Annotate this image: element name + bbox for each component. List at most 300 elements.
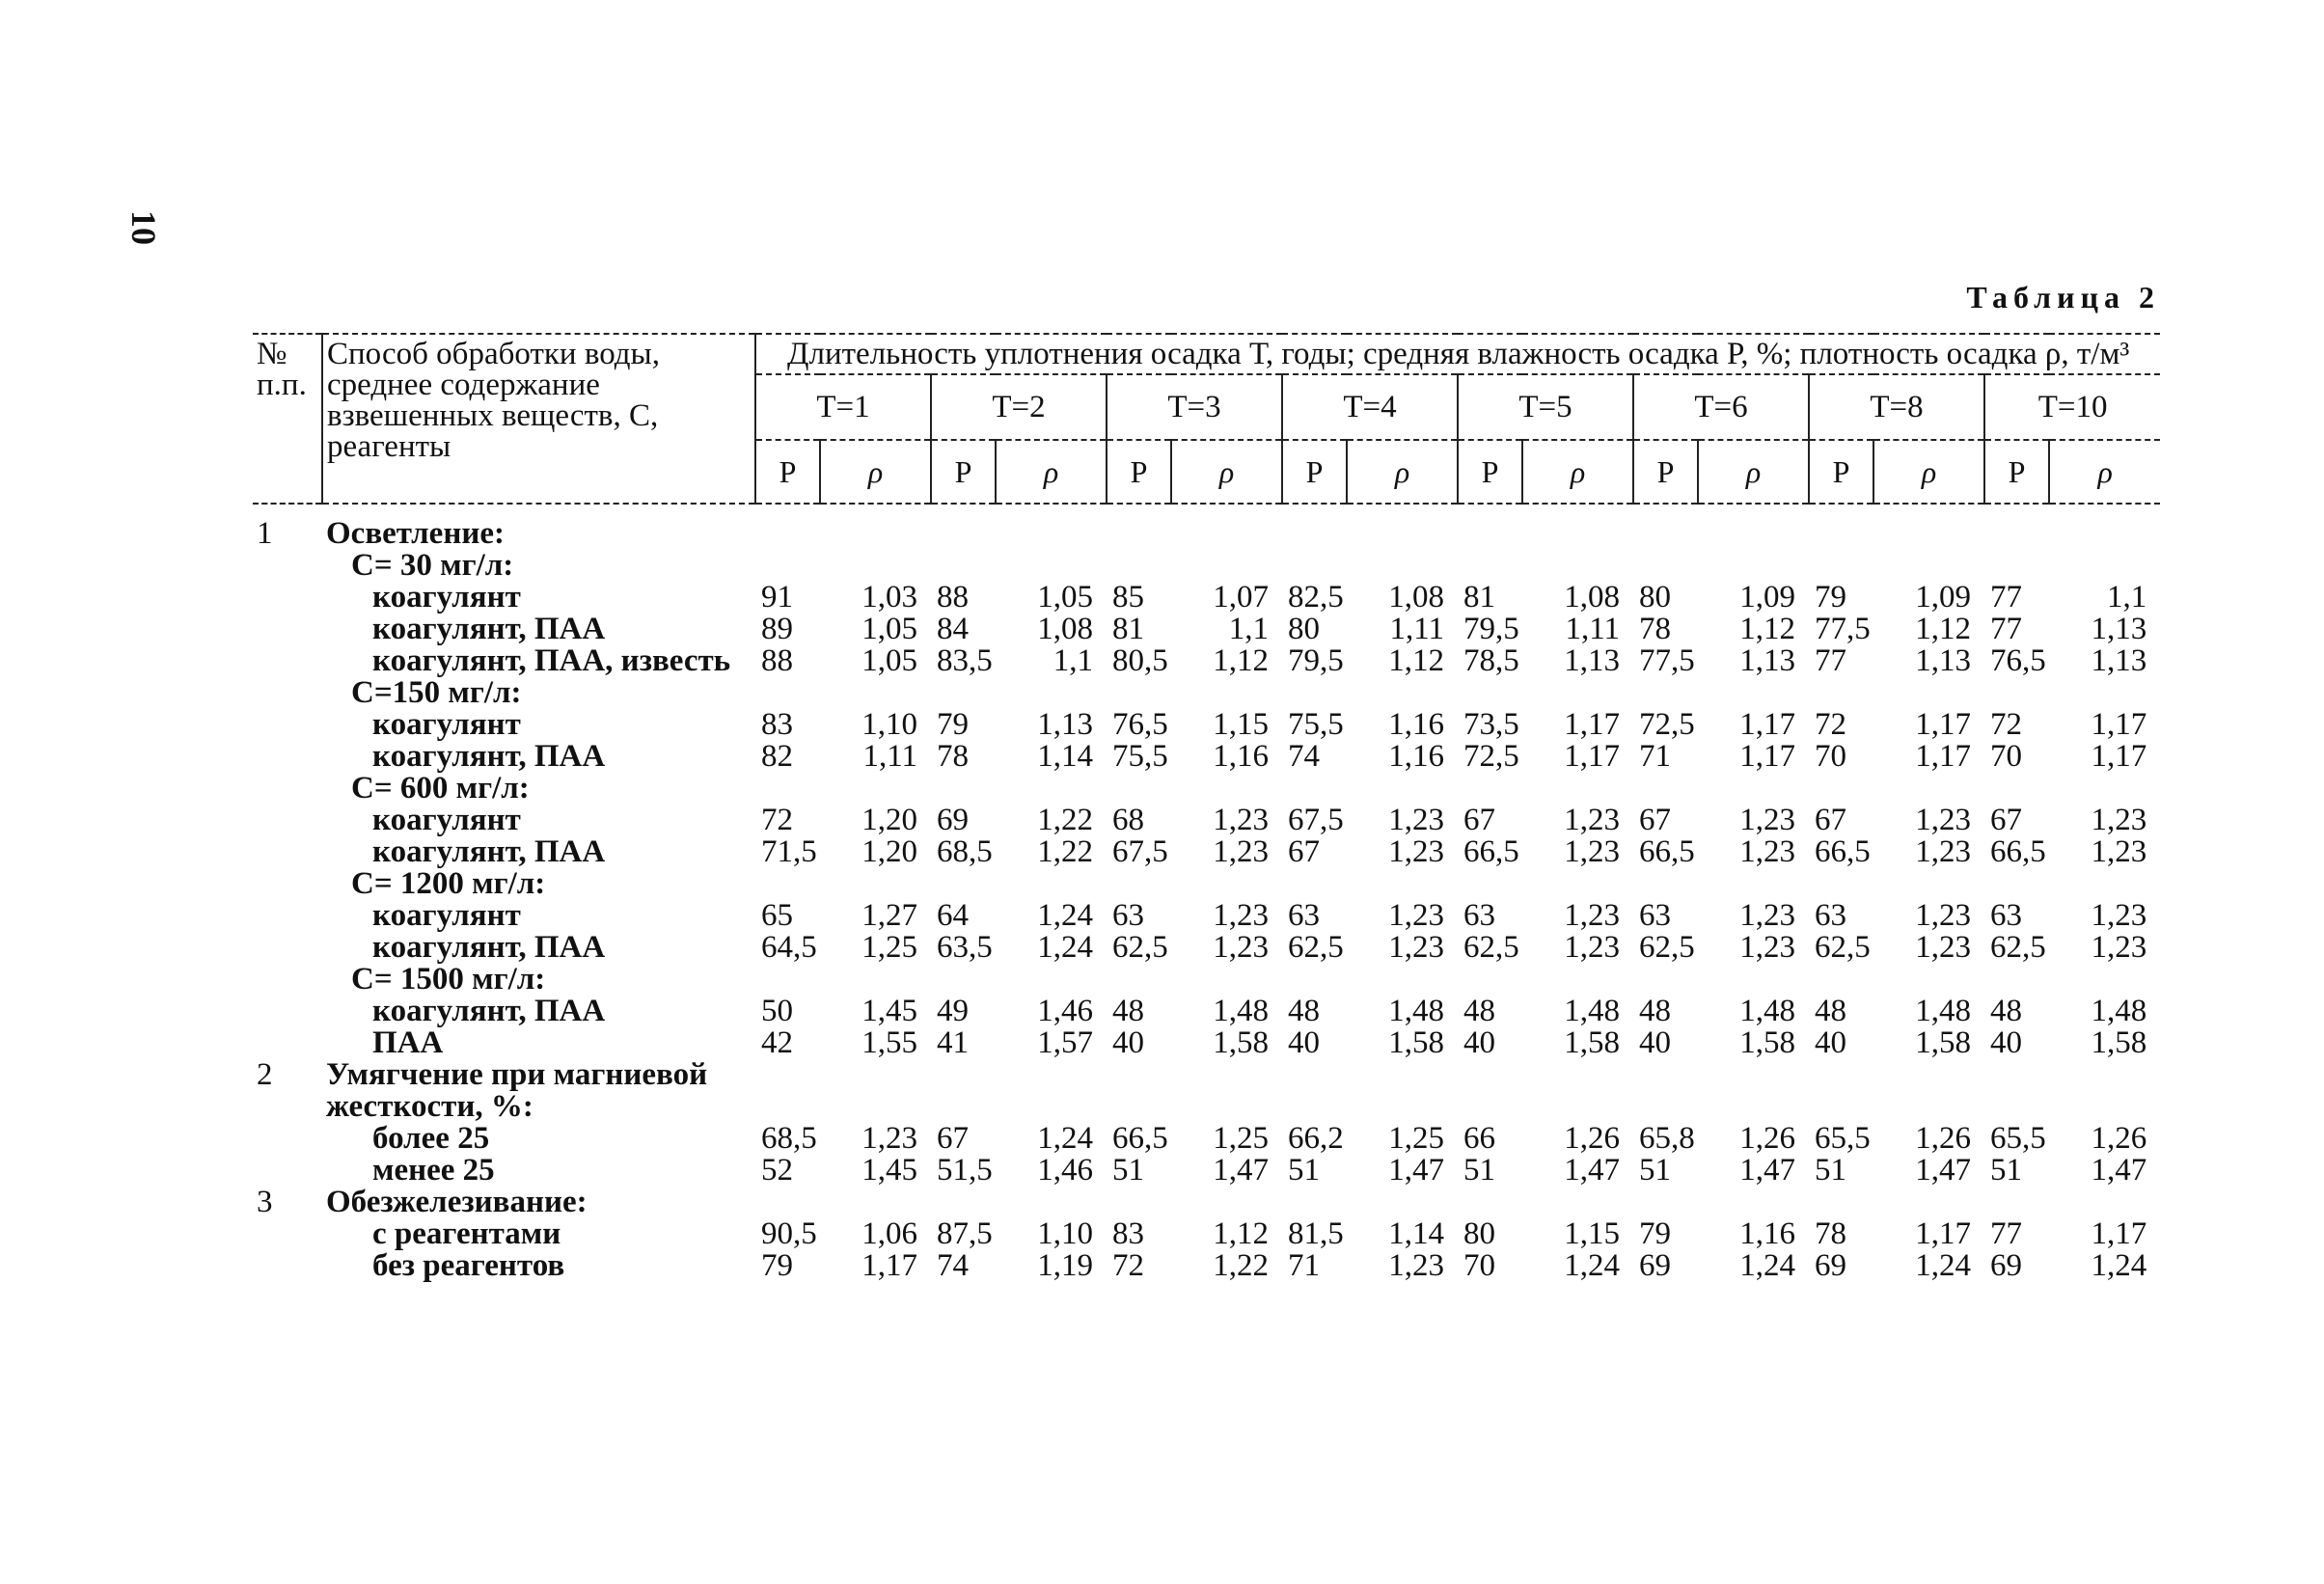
density-value [2049, 1187, 2160, 1218]
density-value: 1,24 [1037, 1121, 1093, 1156]
row-number [253, 932, 322, 964]
density-value [1347, 964, 1458, 996]
header-rho-1: ρ [820, 440, 931, 504]
moisture-value: 68,5 [937, 834, 993, 869]
density-value: 1,13 [1037, 707, 1093, 742]
density-value [1347, 677, 1458, 709]
moisture-value: 62,5 [1288, 930, 1344, 965]
moisture-value [931, 964, 996, 996]
moisture-value: 67 [1815, 803, 1846, 837]
table-label: Таблица 2 [1966, 280, 2160, 314]
row-number [253, 996, 322, 1027]
density-value: 1,26 [2091, 1121, 2147, 1156]
density-value: 1,12 [1915, 612, 1971, 646]
density-value [2049, 868, 2160, 900]
moisture-value [1984, 964, 2049, 996]
row-label: коагулянт [372, 803, 521, 837]
moisture-value: 63 [1463, 898, 1495, 933]
moisture-value [1633, 773, 1698, 805]
moisture-value: 80,5 [1112, 643, 1168, 678]
density-value [1873, 677, 1984, 709]
density-value [1522, 964, 1633, 996]
moisture-value: 69 [1815, 1248, 1846, 1283]
moisture-value: 75,5 [1112, 739, 1168, 774]
density-value: 1,48 [1213, 994, 1269, 1028]
moisture-value: 77 [1815, 643, 1846, 678]
moisture-value: 67 [1463, 803, 1495, 837]
row-number [253, 805, 322, 836]
density-value: 1,23 [2091, 803, 2147, 837]
moisture-value [931, 773, 996, 805]
header-t-4: Т=4 [1282, 374, 1458, 440]
moisture-value: 40 [1112, 1025, 1144, 1060]
moisture-value: 89 [761, 612, 793, 646]
row-number [253, 773, 322, 805]
density-value: 1,17 [861, 1248, 917, 1283]
moisture-value: 90,5 [761, 1216, 817, 1251]
table-row [253, 1059, 2160, 1091]
density-value: 1,48 [1564, 994, 1620, 1028]
density-value [1347, 504, 1458, 550]
density-value: 1,23 [1213, 834, 1269, 869]
density-value: 1,24 [1915, 1248, 1971, 1283]
density-value [1698, 504, 1809, 550]
density-value: 1,24 [1037, 898, 1093, 933]
density-value: 1,23 [1915, 930, 1971, 965]
row-number: 2 [257, 1057, 273, 1092]
header-t-7: Т=8 [1809, 374, 1984, 440]
density-value: 1,14 [1388, 1216, 1444, 1251]
density-value: 1,26 [1915, 1121, 1971, 1156]
moisture-value: 72 [1112, 1248, 1144, 1283]
density-value [1873, 1059, 1984, 1091]
density-value: 1,17 [1739, 739, 1795, 774]
density-value: 1,47 [1739, 1153, 1795, 1188]
density-value: 1,23 [1564, 898, 1620, 933]
moisture-value: 40 [1990, 1025, 2022, 1060]
density-value: 1,45 [861, 1153, 917, 1188]
moisture-value: 78,5 [1463, 643, 1519, 678]
moisture-value [1809, 677, 1873, 709]
table-row [253, 741, 2160, 773]
table-row [253, 1027, 2160, 1059]
table-row [253, 836, 2160, 868]
density-value: 1,23 [1739, 834, 1795, 869]
moisture-value: 40 [1288, 1025, 1320, 1060]
moisture-value [1458, 677, 1522, 709]
moisture-value: 76,5 [1990, 643, 2046, 678]
moisture-value [1458, 964, 1522, 996]
moisture-value [1633, 964, 1698, 996]
density-value: 1,13 [1564, 643, 1620, 678]
moisture-value: 66,5 [1990, 834, 2046, 869]
moisture-value: 66,2 [1288, 1121, 1344, 1156]
moisture-value: 49 [937, 994, 969, 1028]
moisture-value [931, 1091, 996, 1123]
row-number [253, 1091, 322, 1123]
moisture-value: 79 [937, 707, 969, 742]
moisture-value: 70 [1463, 1248, 1495, 1283]
moisture-value: 48 [1990, 994, 2022, 1028]
moisture-value [1809, 1187, 1873, 1218]
moisture-value: 71,5 [761, 834, 817, 869]
moisture-value [755, 1059, 820, 1091]
density-value: 1,47 [1213, 1153, 1269, 1188]
moisture-value: 80 [1639, 580, 1671, 614]
moisture-value: 70 [1990, 739, 2022, 774]
header-p-5: Р [1458, 440, 1522, 504]
header-rho-6: ρ [1698, 440, 1809, 504]
moisture-value [1282, 964, 1347, 996]
density-value: 1,24 [1564, 1248, 1620, 1283]
moisture-value [1633, 1059, 1698, 1091]
density-value [2049, 550, 2160, 582]
density-value [1522, 677, 1633, 709]
moisture-value [1984, 868, 2049, 900]
density-value: 1,23 [1739, 898, 1795, 933]
density-value [820, 504, 931, 550]
density-value [1347, 868, 1458, 900]
moisture-value [1282, 1091, 1347, 1123]
density-value: 1,22 [1213, 1248, 1269, 1283]
density-value: 1,13 [2091, 643, 2147, 678]
density-value [1171, 773, 1282, 805]
moisture-value: 51 [1815, 1153, 1846, 1188]
moisture-value: 79 [1639, 1216, 1671, 1251]
density-value: 1,48 [1739, 994, 1795, 1028]
moisture-value [755, 550, 820, 582]
moisture-value: 51 [1112, 1153, 1144, 1188]
table-row [253, 1123, 2160, 1155]
row-number [253, 614, 322, 645]
density-value: 1,09 [1915, 580, 1971, 614]
density-value [1522, 550, 1633, 582]
density-value [1347, 1059, 1458, 1091]
moisture-value [931, 1059, 996, 1091]
moisture-value [1809, 504, 1873, 550]
density-value: 1,26 [1564, 1121, 1620, 1156]
density-value [2049, 773, 2160, 805]
moisture-value: 65,5 [1815, 1121, 1871, 1156]
table-header [253, 334, 2160, 504]
moisture-value [755, 1187, 820, 1218]
density-value: 1,26 [1739, 1121, 1795, 1156]
density-value: 1,23 [1388, 930, 1444, 965]
moisture-value: 73,5 [1463, 707, 1519, 742]
density-value: 1,1 [1228, 612, 1269, 646]
density-value: 1,58 [1915, 1025, 1971, 1060]
density-value [820, 1187, 931, 1218]
moisture-value [1282, 677, 1347, 709]
density-value [2049, 1091, 2160, 1123]
header-p-8: Р [1984, 440, 2049, 504]
moisture-value: 84 [937, 612, 969, 646]
moisture-value: 82 [761, 739, 793, 774]
density-value: 1,23 [1739, 930, 1795, 965]
moisture-value: 82,5 [1288, 580, 1344, 614]
moisture-value: 40 [1463, 1025, 1495, 1060]
moisture-value [1809, 964, 1873, 996]
sediment-table [253, 333, 2160, 1282]
density-value: 1,23 [1564, 930, 1620, 965]
moisture-value [1107, 964, 1171, 996]
density-value: 1,09 [1739, 580, 1795, 614]
moisture-value: 52 [761, 1153, 793, 1188]
density-value [820, 868, 931, 900]
moisture-value [1458, 504, 1522, 550]
density-value: 1,16 [1388, 739, 1444, 774]
table-row [253, 645, 2160, 677]
density-value: 1,23 [1388, 834, 1444, 869]
moisture-value [1282, 773, 1347, 805]
density-value: 1,03 [861, 580, 917, 614]
table-row [253, 868, 2160, 900]
moisture-value: 64 [937, 898, 969, 933]
density-value: 1,23 [1739, 803, 1795, 837]
table-row [253, 900, 2160, 932]
density-value: 1,10 [1037, 1216, 1093, 1251]
moisture-value [931, 504, 996, 550]
row-label: менее 25 [372, 1153, 495, 1188]
density-value: 1,17 [1739, 707, 1795, 742]
moisture-value [1458, 1091, 1522, 1123]
table-row [253, 932, 2160, 964]
density-value: 1,23 [1213, 930, 1269, 965]
header-rho-4: ρ [1347, 440, 1458, 504]
row-label: С= 1200 мг/л: [351, 866, 546, 901]
table-row [253, 614, 2160, 645]
density-value: 1,23 [1388, 898, 1444, 933]
moisture-value [1633, 550, 1698, 582]
moisture-value: 64,5 [761, 930, 817, 965]
density-value [1873, 550, 1984, 582]
density-value: 1,15 [1213, 707, 1269, 742]
density-value: 1,17 [2091, 707, 2147, 742]
density-value [1873, 773, 1984, 805]
density-value: 1,23 [1915, 803, 1971, 837]
moisture-value: 71 [1288, 1248, 1320, 1283]
row-number [253, 582, 322, 614]
density-value: 1,17 [2091, 1216, 2147, 1251]
density-value: 1,11 [1389, 612, 1444, 646]
header-p-7: Р [1809, 440, 1873, 504]
table-row [253, 550, 2160, 582]
density-value: 1,16 [1388, 707, 1444, 742]
moisture-value: 66,5 [1639, 834, 1695, 869]
density-value: 1,57 [1037, 1025, 1093, 1060]
density-value: 1,25 [1213, 1121, 1269, 1156]
moisture-value: 67,5 [1288, 803, 1344, 837]
density-value: 1,23 [861, 1121, 917, 1156]
density-value [1522, 773, 1633, 805]
density-value: 1,24 [1739, 1248, 1795, 1283]
density-value: 1,47 [1388, 1153, 1444, 1188]
row-label: Умягчение при магниевой [326, 1057, 708, 1092]
row-label: С=150 мг/л: [351, 675, 522, 710]
density-value [1171, 868, 1282, 900]
density-value [820, 773, 931, 805]
density-value: 1,23 [1564, 803, 1620, 837]
density-value [2049, 504, 2160, 550]
density-value [2049, 964, 2160, 996]
moisture-value [1458, 550, 1522, 582]
density-value [1347, 1187, 1458, 1218]
moisture-value [1458, 1187, 1522, 1218]
row-number [253, 1123, 322, 1155]
header-p-3: Р [1107, 440, 1171, 504]
row-label: более 25 [372, 1121, 490, 1156]
density-value: 1,17 [1915, 739, 1971, 774]
table-row [253, 677, 2160, 709]
header-p-1: Р [755, 440, 820, 504]
moisture-value: 69 [1639, 1248, 1671, 1283]
density-value: 1,58 [1739, 1025, 1795, 1060]
density-value [1522, 868, 1633, 900]
row-number [253, 741, 322, 773]
density-value [1698, 550, 1809, 582]
moisture-value: 83 [1112, 1216, 1144, 1251]
moisture-value: 77,5 [1815, 612, 1871, 646]
moisture-value: 81 [1112, 612, 1144, 646]
moisture-value: 65,8 [1639, 1121, 1695, 1156]
density-value [1522, 1091, 1633, 1123]
density-value: 1,05 [861, 643, 917, 678]
density-value [996, 504, 1107, 550]
moisture-value: 72 [761, 803, 793, 837]
density-value [996, 677, 1107, 709]
density-value: 1,16 [1739, 1216, 1795, 1251]
header-t-8: Т=10 [1984, 374, 2160, 440]
row-label: коагулянт [372, 898, 521, 933]
moisture-value [1984, 677, 2049, 709]
density-value: 1,08 [1388, 580, 1444, 614]
table-row [253, 582, 2160, 614]
moisture-value [931, 868, 996, 900]
row-number [253, 836, 322, 868]
moisture-value: 72,5 [1639, 707, 1695, 742]
density-value [996, 868, 1107, 900]
density-value: 1,24 [2091, 1248, 2147, 1283]
row-label: коагулянт, ПАА [372, 834, 606, 869]
moisture-value: 67 [1639, 803, 1671, 837]
row-number: 1 [257, 516, 273, 551]
moisture-value: 85 [1112, 580, 1144, 614]
moisture-value: 41 [937, 1025, 969, 1060]
density-value: 1,46 [1037, 994, 1093, 1028]
density-value: 1,11 [862, 739, 917, 774]
moisture-value [931, 677, 996, 709]
moisture-value: 77,5 [1639, 643, 1695, 678]
moisture-value [1984, 504, 2049, 550]
density-value: 1,12 [1213, 643, 1269, 678]
header-t-2: Т=2 [931, 374, 1107, 440]
header-method: Способ обработки воды, среднее содержание взвешенных веществ, С, реагенты [322, 334, 755, 504]
header-t-1: Т=1 [755, 374, 931, 440]
moisture-value [1282, 550, 1347, 582]
row-number [253, 900, 322, 932]
row-number [253, 868, 322, 900]
density-value: 1,23 [2091, 930, 2147, 965]
moisture-value [1984, 773, 2049, 805]
moisture-value: 51 [1463, 1153, 1495, 1188]
density-value [1171, 1187, 1282, 1218]
header-t-3: Т=3 [1107, 374, 1282, 440]
moisture-value [755, 504, 820, 550]
moisture-value: 40 [1639, 1025, 1671, 1060]
density-value: 1,23 [1213, 898, 1269, 933]
moisture-value: 69 [1990, 1248, 2022, 1283]
moisture-value: 48 [1639, 994, 1671, 1028]
row-number: 3 [257, 1185, 273, 1219]
density-value: 1,23 [1915, 834, 1971, 869]
density-value: 1,58 [1213, 1025, 1269, 1060]
moisture-value: 80 [1463, 1216, 1495, 1251]
density-value: 1,06 [861, 1216, 917, 1251]
moisture-value: 62,5 [1815, 930, 1871, 965]
density-value: 1,1 [2106, 580, 2147, 614]
density-value [2049, 1059, 2160, 1091]
density-value [996, 773, 1107, 805]
density-value: 1,58 [2091, 1025, 2147, 1060]
density-value [1873, 1091, 1984, 1123]
density-value: 1,46 [1037, 1153, 1093, 1188]
density-value: 1,23 [1213, 803, 1269, 837]
density-value: 1,08 [1564, 580, 1620, 614]
moisture-value: 48 [1288, 994, 1320, 1028]
density-value [1171, 1059, 1282, 1091]
density-value [1698, 1187, 1809, 1218]
moisture-value [1984, 550, 2049, 582]
moisture-value: 77 [1990, 612, 2022, 646]
row-number [253, 709, 322, 741]
moisture-value: 62,5 [1112, 930, 1168, 965]
density-value [1873, 964, 1984, 996]
moisture-value: 79,5 [1463, 612, 1519, 646]
density-value [996, 964, 1107, 996]
moisture-value [1282, 868, 1347, 900]
header-rho-3: ρ [1171, 440, 1282, 504]
moisture-value: 79 [1815, 580, 1846, 614]
moisture-value: 72,5 [1463, 739, 1519, 774]
moisture-value: 62,5 [1463, 930, 1519, 965]
moisture-value [1633, 1187, 1698, 1218]
row-label: С= 600 мг/л: [351, 771, 530, 806]
moisture-value: 74 [1288, 739, 1320, 774]
row-label: коагулянт, ПАА, известь [372, 643, 731, 678]
moisture-value: 83 [761, 707, 793, 742]
moisture-value: 51 [1990, 1153, 2022, 1188]
moisture-value: 78 [937, 739, 969, 774]
density-value [1698, 677, 1809, 709]
header-p-4: Р [1282, 440, 1347, 504]
header-rho-5: ρ [1522, 440, 1633, 504]
moisture-value [1107, 1187, 1171, 1218]
header-rho-8: ρ [2049, 440, 2160, 504]
row-label: коагулянт [372, 580, 521, 614]
row-label: с реагентами [372, 1216, 561, 1251]
moisture-value [1809, 1091, 1873, 1123]
density-value: 1,22 [1037, 834, 1093, 869]
density-value [1522, 504, 1633, 550]
row-number [253, 645, 322, 677]
density-value [1873, 868, 1984, 900]
moisture-value [1282, 504, 1347, 550]
moisture-value [1107, 1059, 1171, 1091]
density-value [1171, 677, 1282, 709]
table-row [253, 1091, 2160, 1123]
density-value: 1,17 [1564, 739, 1620, 774]
density-value: 1,23 [1564, 834, 1620, 869]
